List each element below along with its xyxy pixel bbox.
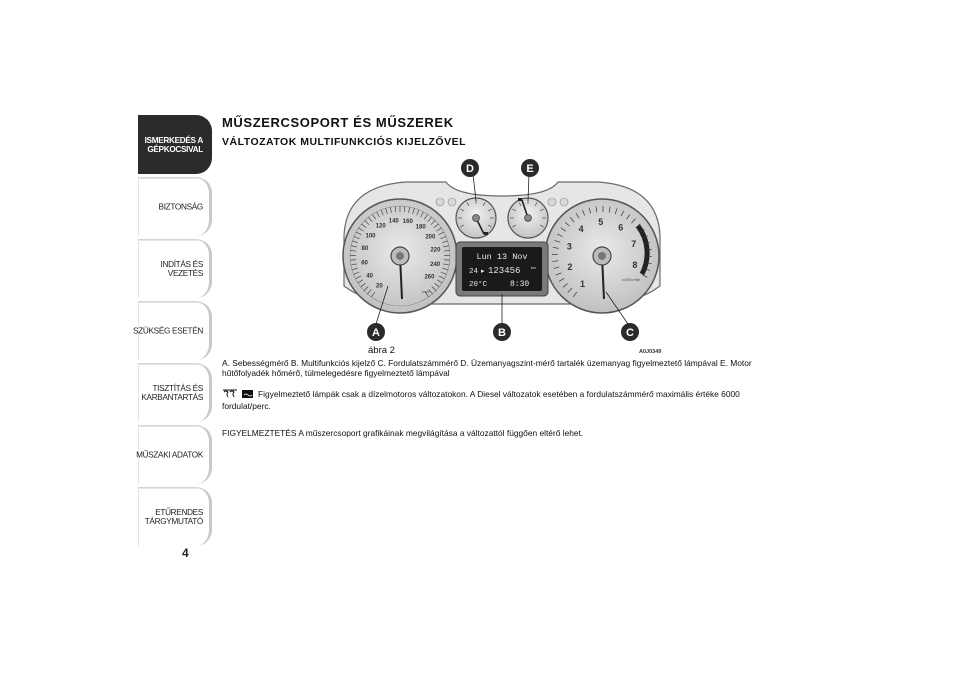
speedo-tick-label: 240 [430,261,441,268]
speedo-tick-label: 200 [425,234,436,241]
water-in-fuel-icon [242,390,253,398]
multifunction-display [456,242,548,296]
diesel-warning-icons [222,389,256,401]
display-odometer: 123456 [488,266,521,276]
callout-d [461,159,479,177]
chapter-tab-1[interactable] [138,115,212,174]
chapter-tab-label: SZÜKSÉG ESETÉN [133,326,203,336]
chapter-tab-3[interactable] [138,239,212,298]
callout-a [367,323,385,341]
chapter-tab-label: INDÍTÁS ÉS VEZETÉS [160,260,203,278]
tachometer-gauge [545,199,659,313]
chapter-tab-7[interactable] [138,487,212,546]
speedo-unit-label: km/h [422,290,430,294]
chapter-tab-2[interactable] [138,177,212,236]
speedo-tick-label: 60 [361,260,368,267]
speedo-tick-label: 220 [430,247,441,254]
speedo-tick-label: 40 [366,273,373,280]
chapter-tab-6[interactable] [138,425,212,484]
speedo-tick-label: 180 [415,224,426,231]
speedo-tick-label: 100 [365,233,376,240]
figure-code: A0J0349 [639,349,662,355]
tacho-tick-label: 4 [578,224,584,235]
speedo-tick-label: 120 [375,223,386,230]
fuel-gauge [456,198,496,238]
coolant-temperature-gauge [508,198,548,238]
callout-e [521,159,539,177]
instrument-cluster-figure [336,156,668,352]
display-date: Lun 13 Nov [476,252,528,262]
figure-caption: ábra 2 [368,345,395,356]
section-subtitle: VÁLTOZATOK MULTIFUNKCIÓS KIJELZŐVEL [222,136,467,148]
chapter-tab-label: BIZTONSÁG [158,202,203,212]
display-clock: 8:30 [510,280,530,289]
speedo-tick-label: 260 [424,274,435,281]
callout-c [621,323,639,341]
callout-letter: B [498,327,506,339]
tacho-tick-label: 3 [566,241,572,252]
tacho-tick-label: 8 [632,259,638,270]
speedo-tick-label: 140 [388,218,399,225]
warning-paragraph: FIGYELMEZTETÉS A műszercsoport grafikáinak megvilágítása a változattól függően eltérő lehet. [222,428,584,438]
instrument-cluster-illustration [336,156,668,352]
tacho-tick-label: 1 [579,278,586,289]
chapter-tab-label: MŰSZAKI ADATOK [136,450,203,460]
chapter-tab-label: TISZTÍTÁS ÉS KARBANTARTÁS [141,384,203,402]
chapter-tabs [133,115,212,549]
chapter-tab-label: ETŰRENDES TÁRGYMUTATÓ [144,508,203,526]
callout-letter: D [466,163,474,175]
callout-letter: C [626,327,634,339]
chapter-tab-4[interactable] [133,301,212,360]
chapter-tab-5[interactable] [138,363,212,422]
tacho-unit-label: x1000 r/min [622,278,641,282]
display-odometer-unit: km [531,266,536,270]
callout-letter: A [372,327,380,339]
display-temperature: 20°C [469,281,488,289]
page-number: 4 [182,546,189,560]
page-title: MŰSZERCSOPORT ÉS MŰSZEREK [222,115,454,130]
legend-paragraph: A. Sebességmérő B. Multifunkciós kijelző C. Fordulatszámmérő D. Üzemanyagszint-mérő tartalék üzemanyag figyelmeztető lámpával E. Motor hűtőfolyadék hőmérő, túlmelegedésre figyelmeztető lámpával [222,358,752,378]
glow-plug-icon [223,390,237,397]
diesel-note-paragraph [222,389,762,411]
speedo-tick-label: 160 [402,218,413,225]
speedo-tick-label: 80 [361,246,369,253]
speedometer-gauge [343,199,457,313]
display-trip: 24 [469,268,479,276]
callout-b [493,323,511,341]
callout-letter: E [526,163,534,175]
tacho-tick-label: 6 [618,222,624,233]
display-arrow-icon: ▸ [481,268,485,275]
tacho-tick-label: 7 [631,238,637,249]
diesel-note-text: Figyelmeztető lámpák csak a dízelmotoros változatokon. A Diesel változatok esetében a fordulatszámmérő maximális értéke 6000 fordulat/perc. [222,389,740,411]
tacho-tick-label: 5 [598,217,604,228]
tacho-tick-label: 2 [567,262,573,273]
chapter-tab-label: ISMERKEDÉS A GÉPKOCSIVAL [144,136,203,154]
speedo-tick-label: 20 [376,283,383,290]
